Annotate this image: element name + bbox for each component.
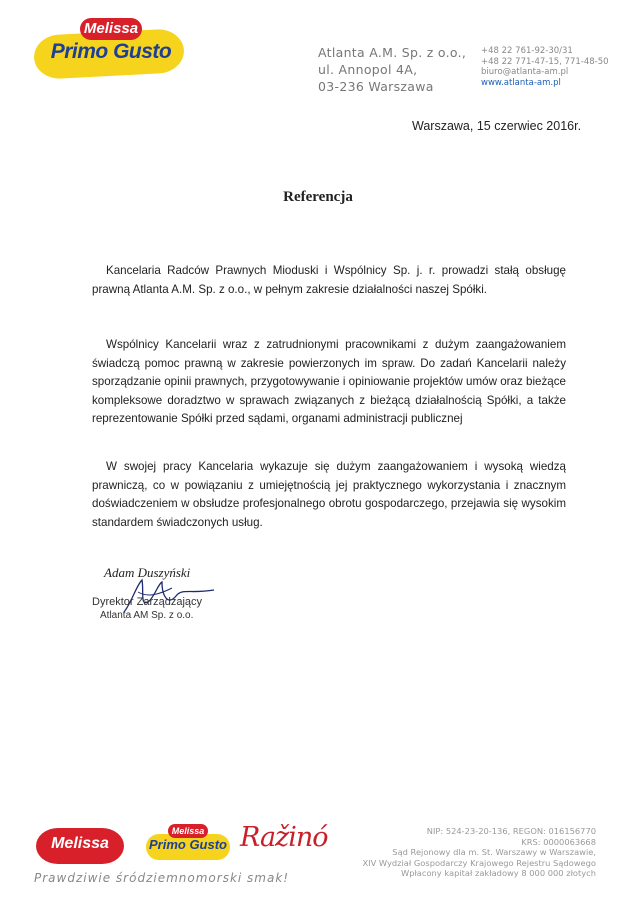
email-address: biuro@atlanta-am.pl (481, 67, 569, 77)
logo-brand-text: Primo Gusto (50, 40, 172, 63)
footer-slogan: Prawdziwie śródziemnomorski smak! (34, 871, 290, 885)
signatory-name: Adam Duszyński (104, 565, 191, 580)
melissa-logo-text: Melissa (51, 835, 109, 852)
letter-dateline: Warszawa, 15 czerwiec 2016r. (412, 119, 582, 133)
letter-paragraph-2: Wspólnicy Kancelarii wraz z zatrudnionymi pracownikami z dużym zaangażowaniem świadczą pomoc prawną w zakresie powierzonych im spraw. Do zadań Kancelarii należy sporządzanie opinii prawnych, przygotowywanie i opiniowanie projektów umów oraz bieżące kompleksowe doradztwo w sprawach związanych z bieżącą działalnością Spółki, a także reprezentowanie Spółki przed sądami, organami administracji publicznej (92, 338, 566, 426)
primo-gusto-logo (34, 18, 184, 80)
primo-logo-text: Primo Gusto (148, 837, 227, 852)
letter-paragraph-3: W swojej pracy Kancelaria wykazuje się dużym zaangażowaniem i wysoką wiedzą prawniczą, co w powiązaniu z umiejętnością jej praktycznego wykorzystania i znacznym doświadczeniem w obsłudze profesjonalnego obrotu gospodarczego, przejawia się wysokim standardem świadczonych usług. (92, 460, 566, 529)
registry-krs: KRS: 0000063668 (521, 836, 596, 847)
signatory-company: Atlanta AM Sp. z o.o. (100, 610, 194, 621)
company-name: Atlanta A.M. Sp. z o.o., (318, 45, 467, 60)
phone-line-2: +48 22 771-47-15, 771-48-50 (481, 56, 609, 67)
company-address (318, 44, 466, 95)
company-registry-info (310, 826, 596, 879)
signatory-title: Dyrektor Zarządzający (92, 596, 203, 608)
letter-title: Referencja (283, 189, 353, 205)
registry-nip: NIP: 524-23-20-136, REGON: 016156770 (426, 826, 596, 836)
registry-capital: Wpłacony kapitał zakładowy 8 000 000 złotych (400, 868, 596, 879)
footer-primo-gusto-logo (146, 824, 230, 864)
company-street: ul. Annopol 4A, (318, 62, 418, 77)
letter-paragraph-1: Kancelaria Radców Prawnych Mioduski i Wspólnicy Sp. j. r. prowadzi stałą obsługę prawną Atlanta A.M. Sp. z o.o., w pełnym zakresie działalności naszej Spółki. (92, 264, 566, 296)
footer-melissa-logo (36, 828, 124, 864)
primo-melissa-badge: Melissa (168, 824, 208, 838)
melissa-badge: Melissa (80, 18, 142, 40)
registry-court-2: XIV Wydział Gospodarczy Krajowego Rejestru Sądowego (362, 857, 596, 868)
website-link[interactable]: www.atlanta-am.pl (481, 77, 561, 88)
phone-line-1: +48 22 761-92-30/31 (481, 46, 573, 56)
footer-razino-logo: Ražinó (240, 822, 328, 853)
company-city: 03-236 Warszawa (318, 79, 434, 94)
registry-court-1: Sąd Rejonowy dla m. St. Warszawy w Warszawie, (392, 847, 596, 858)
company-contact (481, 46, 609, 88)
